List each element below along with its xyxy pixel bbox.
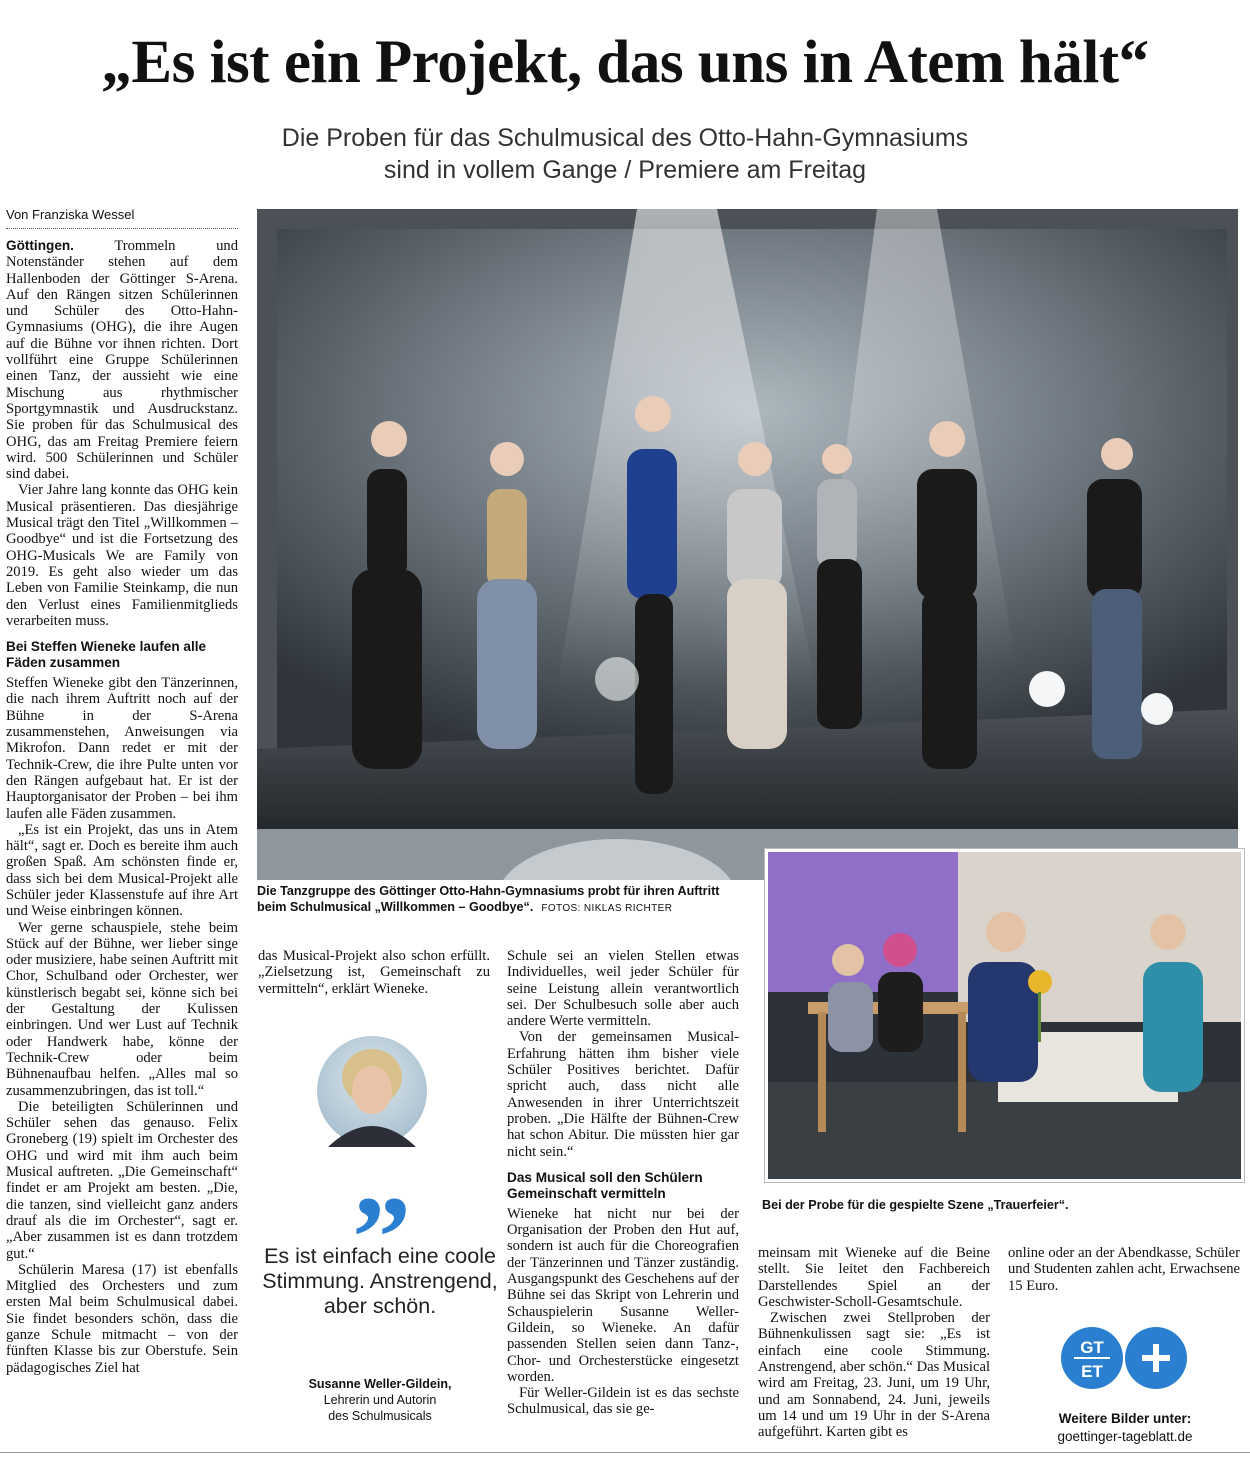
subheadline-line-1: Die Proben für das Schulmusical des Otto-Hahn-Gymnasiums	[281, 124, 969, 152]
logo-text-bottom: ET	[1081, 1362, 1103, 1381]
scene-rehearsal-image	[768, 852, 1241, 1179]
byline: Von Franziska Wessel	[6, 207, 238, 229]
paragraph: Wieneke hat nicht nur bei der Organisation der Proben den Hut auf, sondern ist auch für die Choreografien der Tänzerinnen und Tänzer zuständig. Ausgangspunkt des Geschehens auf der Bühne sei das Skript von Lehrerin und Schauspielerin Susanne Weller-Gildein, so Wieneke. An dafür passenden Stellen seien dann Tanz-, Chor- und Orchesterstücke eingesetzt worden.	[507, 1205, 739, 1385]
article-column-4	[758, 1245, 990, 1441]
dance-rehearsal-image	[257, 209, 1238, 880]
scene-photo-caption: Bei der Probe für die gespielte Szene „Trauerfeier“.	[762, 1198, 1069, 1212]
crosshead: Bei Steffen Wieneke laufen alle Fäden zusammen	[6, 639, 207, 671]
caption-line-2	[257, 899, 757, 917]
paragraph: Wer gerne schauspiele, stehe beim Stück auf der Bühne, wer lieber singe oder musiziere, habe seinen Auftritt mit Chor, Schulband oder Orchester, wer künstlerisch begabt sei, könne sich bei der Gestaltung der Kulissen einbringen. Und wer Lust auf Technik oder Handwerk habe, könne der Technik-Crew oder beim Bühnenaufbau helfen. „Alles mal so zusammenzubringen, das ist toll.“	[6, 919, 238, 1099]
photo-credit: FOTOS: NIKLAS RICHTER	[541, 903, 673, 914]
paragraph: das Musical-Projekt also schon erfüllt. „Zielsetzung ist, Gemeinschaft zu vermitteln“, erklärt Wieneke.	[258, 948, 490, 997]
bottom-rule	[0, 1452, 1250, 1453]
dateline: Göttingen.	[6, 238, 74, 253]
more-photos-link[interactable]: goettinger-tageblatt.de	[1057, 1429, 1193, 1444]
pull-quote-text: Es ist einfach eine coole Stimmung. Anstrengend, aber schön.	[262, 1244, 498, 1318]
gt-et-plus-logo-icon	[1060, 1323, 1190, 1393]
subheadline	[150, 122, 1100, 186]
paragraph: Vier Jahre lang konnte das OHG kein Musical präsentieren. Das diesjährige Musical trägt den Titel „Willkommen – Goodbye“ und ist die Fortsetzung des OHG-Musicals We are Family von 2019. Es geht also wieder um das Leben von Familie Steinkamp, die nun den Verlust eines Familienmitglieds verarbeiten muss.	[6, 482, 238, 629]
paragraph	[6, 238, 238, 482]
paragraph: „Es ist ein Projekt, das uns in Atem hält“, sagt er. Doch es bereite ihm auch großen Spaß. Am schönsten finde er, dass sich bei dem Musical-Projekt alle Schüler jeder Klassenstufe auf ihre Art und Weise einbringen können.	[6, 821, 238, 920]
quote-author-portrait	[316, 1035, 428, 1147]
paragraph: Steffen Wieneke gibt den Tänzerinnen, die nach ihrem Auftritt noch auf der Bühne in der S-Arena zusammenstehen, Anweisungen via Mikrofon. Dann redet er mit der Technik-Crew, die ihre Pulte unten vor den Rängen aufgebaut hat. Er ist der Hauptorganisator der Proben – bei ihm laufen alle Fäden zusammen.	[6, 675, 238, 822]
main-photo-caption	[257, 883, 757, 917]
quote-author-role	[258, 1392, 502, 1424]
paragraph: Für Weller-Gildein ist es das sechste Schulmusical, das sie ge-	[507, 1385, 739, 1418]
crosshead: Das Musical soll den Schülern Gemeinschaft vermitteln	[507, 1169, 703, 1201]
article-column-3	[507, 948, 739, 1418]
paragraph: Die beteiligten Schülerinnen und Schüler sehen das genauso. Felix Groneberg (19) spielt im Orchester des OHG und wird mit ihm auch beim Musical auftreten. „Die Gemeinschaft“ findet er am Projekt am besten. „Die, die tanzen, sind vielleicht ganz anders drauf als die im Orchester“, sagt er. „Aber zusammen ist es dann trotzdem gut.“	[6, 1098, 238, 1262]
quote-box	[258, 1030, 502, 1430]
logo-text-top: GT	[1080, 1338, 1104, 1357]
paragraph-text: Trommeln und Notenständer stehen auf dem Hallenboden der Göttinger S-Arena. Auf den Rängen sitzen Schülerinnen und Schüler des Otto-Hahn-Gymnasiums (OHG), die ihre Augen auf die Bühne vor ihnen richten. Dort vollführt eine Gruppe Schülerinnen einen Tanz, der aussieht wie eine Mischung aus rhythmischer Sportgymnastik und Ausdruckstanz. Sie proben für das Schulmusical des OHG, das am Freitag Premiere feiern wird. 500 Schülerinnen und Schüler sind dabei.	[6, 238, 238, 483]
paragraph: Schule sei an vielen Stellen etwas Individuelles, weil jeder Schüler für seine Leistung allein verantwortlich sei. Der Schulbesuch solle aber auch andere Werte vermitteln.	[507, 948, 739, 1030]
paragraph: Schülerin Maresa (17) ist ebenfalls Mitglied des Orchesters und zum ersten Mal beim Schulmusical dabei. Sie findet besonders schön, dass die ganze Schule mitmacht – von der fünften Klasse bis zur Oberstufe. Sein pädagogisches Ziel hat	[6, 1261, 238, 1376]
quote-mark-icon: ”	[352, 1172, 411, 1303]
headline: „Es ist ein Projekt, das uns in Atem hält“	[101, 29, 1149, 96]
paragraph: Zwischen zwei Stellproben der Bühnenkulissen sagt sie: „Es ist einfach eine coole Stimmung. Anstrengend, aber schön.“ Das Musical wird am Freitag, 23. Juni, um 19 Uhr, und am Sonnabend, 24. Juni, jeweils um 14 und um 19 Uhr in der S-Arena aufgeführt. Karten gibt es	[758, 1310, 990, 1441]
main-photo-dance-group	[257, 209, 1238, 880]
quote-role-line-2: des Schulmusicals	[328, 1409, 432, 1423]
quote-author-name: Susanne Weller-Gildein,	[308, 1377, 452, 1391]
paragraph: meinsam mit Wieneke auf die Beine stellt. Sie leitet den Fachbereich Darstellendes Spiel an der Geschwister-Scholl-Gesamtschule.	[758, 1245, 990, 1310]
paragraph: online oder an der Abendkasse, Schüler und Studenten zahlen acht, Erwachsene 15 Euro.	[1008, 1245, 1240, 1294]
subheadline-line-2: sind in vollem Gange / Premiere am Freitag	[383, 156, 867, 184]
scene-photo-trauerfeier	[765, 849, 1244, 1182]
article-column-1	[6, 238, 238, 1376]
paragraph: Von der gemeinsamen Musical-Erfahrung hätten ihm bisher viele Schüler Positives berichtet. Dafür spricht auch, dass nicht alle Anwesenden in ihrer Unterrichtszeit proben. „Die Hälfte der Bühnen-Crew hat schon Abitur. Die müssten hier gar nicht sein.“	[507, 1029, 739, 1160]
article-column-5	[1008, 1245, 1240, 1294]
article-column-2	[258, 948, 490, 997]
caption-text: beim Schulmusical „Willkommen – Goodbye“.	[257, 900, 534, 914]
more-photos-label: Weitere Bilder unter:	[1058, 1411, 1192, 1426]
caption-line-1: Die Tanzgruppe des Göttinger Otto-Hahn-Gymnasiums probt für ihren Auftritt	[257, 884, 720, 898]
quote-role-line-1: Lehrerin und Autorin	[323, 1393, 437, 1407]
